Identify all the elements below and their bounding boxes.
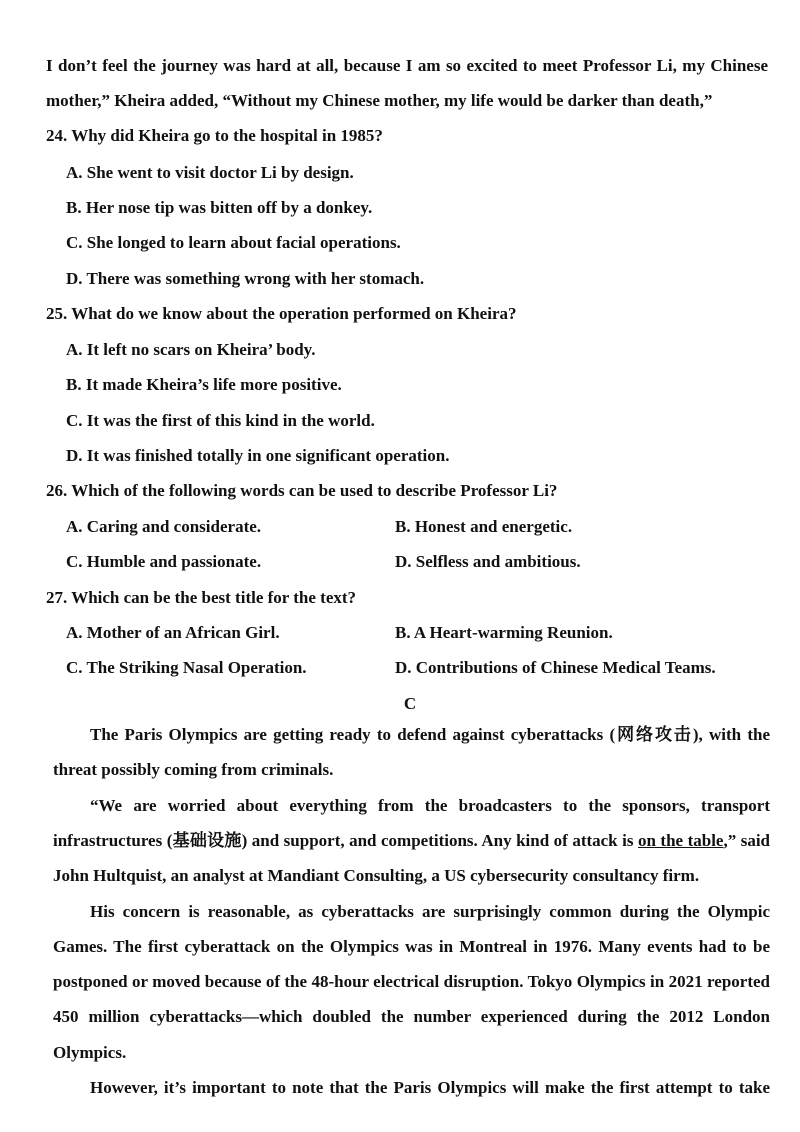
passage-c-p3-line: 450 million cyberattacks—which doubled the number experienced during the 2012 London	[53, 1007, 770, 1026]
passage-c-heading: C	[403, 694, 417, 713]
passage-c-p1-line: threat possibly coming from criminals.	[53, 760, 334, 779]
question-27-stem: 27. Which can be the best title for the text?	[46, 588, 357, 607]
question-24-option-a: A. She went to visit doctor Li by design.	[66, 163, 354, 182]
question-25-option-c: C. It was the first of this kind in the world.	[66, 411, 375, 430]
passage-c-p4-line: However, it’s important to note that the Paris Olympics will make the first attempt to take	[90, 1078, 770, 1097]
question-25-option-b: B. It made Kheira’s life more positive.	[66, 375, 342, 394]
passage-c-p2-line: “We are worried about everything from the broadcasters to the sponsors, transport	[90, 796, 770, 815]
passage-c-p2-line: John Hultquist, an analyst at Mandiant Consulting, a US cybersecurity consultancy firm.	[53, 866, 700, 885]
question-25-stem: 25. What do we know about the operation performed on Kheira?	[46, 304, 517, 323]
question-25-option-d: D. It was finished totally in one significant operation.	[66, 446, 450, 465]
passage-c-p3-line: Games. The first cyberattack on the Olympics was in Montreal in 1976. Many events had to be	[53, 937, 770, 956]
question-27-option-b: B. A Heart-warming Reunion.	[395, 623, 613, 642]
question-26-option-b: B. Honest and energetic.	[395, 517, 573, 536]
question-26-option-c: C. Humble and passionate.	[66, 552, 262, 571]
question-26-option-a: A. Caring and considerate.	[66, 517, 262, 536]
underlined-phrase: on the table	[637, 831, 724, 850]
question-27-option-c: C. The Striking Nasal Operation.	[66, 658, 307, 677]
passage-c-p2-text: infrastructures (基础设施) and support, and competitions. Any kind of attack is	[53, 831, 638, 850]
question-24-option-d: D. There was something wrong with her stomach.	[66, 269, 425, 288]
question-27-option-d: D. Contributions of Chinese Medical Teams.	[395, 658, 716, 677]
passage-c-p3-line: postponed or moved because of the 48-hour electrical disruption. Tokyo Olympics in 2021 reported	[53, 972, 770, 991]
question-24-option-c: C. She longed to learn about facial operations.	[66, 233, 401, 252]
passage-c-p2-line	[53, 831, 770, 851]
passage-c-p3-line: Olympics.	[53, 1043, 127, 1062]
question-26-option-d: D. Selfless and ambitious.	[395, 552, 581, 571]
question-26-stem: 26. Which of the following words can be used to describe Professor Li?	[46, 481, 558, 500]
question-24-stem: 24. Why did Kheira go to the hospital in 1985?	[46, 126, 383, 145]
passage-c-p1-line: The Paris Olympics are getting ready to defend against cyberattacks (网络攻击), with the	[90, 725, 770, 744]
question-25-option-a: A. It left no scars on Kheira’ body.	[66, 340, 316, 359]
passage-c-p3-line: His concern is reasonable, as cyberattacks are surprisingly common during the Olympic	[90, 902, 770, 921]
passage-b-line: I don’t feel the journey was hard at all, because I am so excited to meet Professor Li, my Chinese	[46, 56, 768, 75]
question-24-option-b: B. Her nose tip was bitten off by a donkey.	[66, 198, 373, 217]
passage-c-p2-text: ,” said	[723, 831, 771, 850]
question-27-option-a: A. Mother of an African Girl.	[66, 623, 280, 642]
passage-b-line: mother,” Kheira added, “Without my Chinese mother, my life would be darker than death,”	[46, 91, 713, 110]
